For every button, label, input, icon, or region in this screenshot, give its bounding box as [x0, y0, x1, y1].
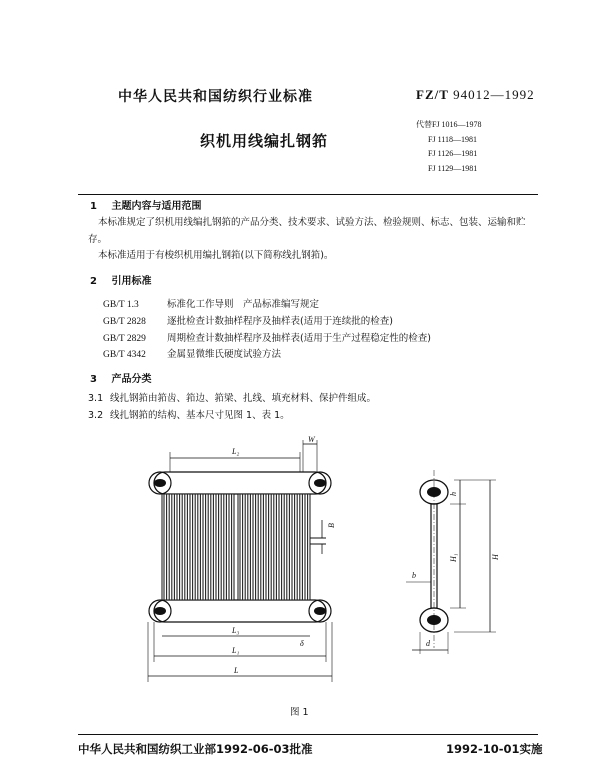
dim-label-delta: δ: [300, 639, 304, 648]
reference-title: 周期检查计数抽样程序及抽样表(适用于生产过程稳定性的检查): [167, 333, 431, 344]
dim-label-L2: L₂: [232, 447, 240, 456]
section-1-para1-line2: 存。: [88, 234, 108, 245]
replaces-line: FJ 1126—1981: [428, 149, 478, 158]
dim-label-L: L: [234, 666, 239, 675]
section-title: 主题内容与适用范围: [111, 201, 202, 212]
document-title: 织机用线编扎钢筘: [200, 132, 329, 150]
section-1-para1-line1: 本标准规定了织机用线编扎钢筘的产品分类、技术要求、试验方法、检验规则、标志、包装、运输和贮: [98, 217, 526, 228]
standard-code-number: 94012—1992: [453, 87, 535, 102]
dim-label-L3: L₃: [232, 626, 240, 635]
bottom-beam: [154, 600, 326, 622]
reference-code: GB/T 2829: [103, 334, 146, 344]
section-number: 2: [90, 276, 97, 287]
top-right-end-fill: [314, 479, 326, 487]
standard-code: [416, 87, 535, 103]
replaces-line: FJ 1118—1981: [428, 134, 477, 144]
dim-label-H: H: [491, 554, 500, 560]
reference-title: 金属显微维氏硬度试验方法: [167, 349, 282, 360]
reference-row: [103, 313, 393, 327]
approval-line: 中华人民共和国纺织工业部1992-06-03批准: [78, 742, 313, 756]
reed-front-view: [140, 436, 340, 688]
reference-code: GB/T 1.3: [103, 300, 139, 310]
figure-caption: 图 1: [290, 707, 309, 718]
reference-row: [103, 296, 319, 310]
section-2-heading: [90, 272, 151, 287]
dim-label-W: W: [308, 436, 315, 444]
section-3-heading: [90, 370, 151, 385]
reed-dents-left: [164, 494, 232, 600]
header-divider: [78, 194, 538, 195]
standard-code-prefix: FZ/T: [416, 87, 449, 102]
bottom-right-end-fill: [314, 607, 326, 615]
replaces-line: 代替FJ 1016—1978: [416, 120, 482, 129]
dim-label-b: b: [412, 571, 416, 580]
clause-3-1: [88, 390, 376, 407]
clause-text: 线扎钢筘的结构、基本尺寸见图 1、表 1。: [110, 410, 290, 421]
reference-row: [103, 330, 431, 344]
clause-number: 3.2: [88, 410, 104, 421]
top-beam: [154, 472, 326, 494]
section-title: 产品分类: [111, 374, 152, 385]
top-left-end-fill: [154, 479, 166, 487]
reference-code: GB/T 2828: [103, 317, 146, 327]
reed-dents-right: [240, 494, 308, 600]
footer-divider: [78, 734, 538, 735]
section-title: 引用标准: [111, 276, 152, 287]
dim-label-B: B: [327, 523, 336, 528]
reference-code: GB/T 4342: [103, 350, 146, 360]
effective-date: 1992-10-01实施: [446, 742, 543, 756]
dim-label-h: h: [449, 492, 458, 496]
reed-side-view: [396, 470, 506, 670]
section-number: 1: [90, 201, 97, 212]
reference-row: [103, 346, 281, 360]
section-1-para2: 本标准适用于有梭织机用编扎钢筘(以下简称线扎钢筘)。: [98, 250, 334, 261]
issuing-body: 中华人民共和国纺织行业标准: [118, 89, 313, 105]
section-number: 3: [90, 374, 97, 385]
reference-title: 逐批检查计数抽样程序及抽样表(适用于连续批的检查): [167, 316, 393, 327]
reference-title: 标准化工作导则 产品标准编写规定: [167, 299, 320, 310]
dim-label-d: d: [426, 639, 430, 648]
clause-3-2: [88, 407, 290, 424]
section-1-heading: [90, 197, 201, 212]
replaces-block: [416, 118, 482, 176]
dim-label-L1: L₁: [232, 646, 240, 655]
replaces-line: FJ 1129—1981: [428, 163, 478, 173]
bottom-left-end-fill: [154, 607, 166, 615]
clause-number: 3.1: [88, 393, 104, 404]
dim-label-H1: H₁: [449, 553, 458, 562]
clause-text: 线扎钢筘由筘齿、筘边、筘梁、扎线、填充材料、保护件组成。: [110, 393, 377, 404]
